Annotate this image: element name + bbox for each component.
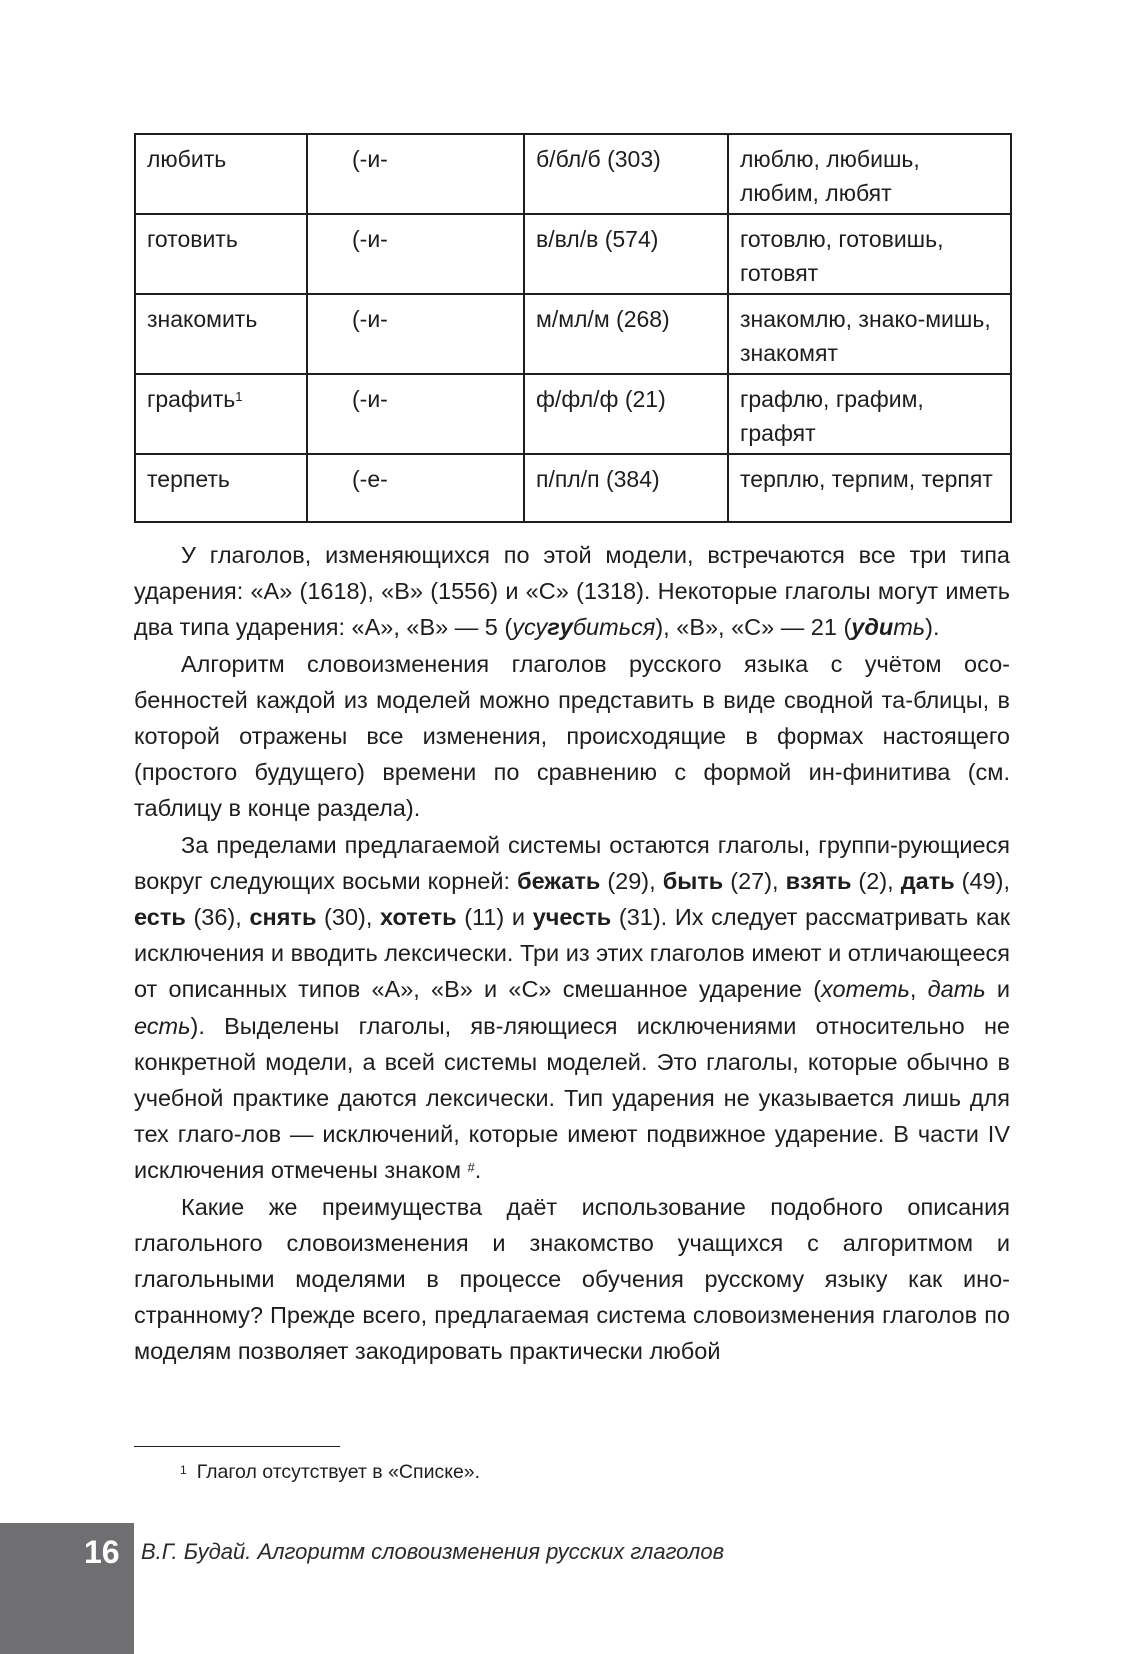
exception-verb: учесть: [532, 904, 612, 931]
paragraph-exceptions: За пределами предлагаемой системы остаются глаголы, группи-рующиеся вокруг следующих восьми корней: бежать (29), быть (27), взять (2), дать (49), есть (36), снять (30), хотеть (11) и учесть (31). Их следует рассматривать как исключения и вводить лексически. Три из этих глаголов имеют и отличающееся от описанных типов «А», «В» и «С» смешанное ударение (хотеть, дать и есть). Выделены глаголы, яв-ляющиеся исключениями относительно не конкретной модели, а всей системы моделей. Это глаголы, которые обычно в учебной практике даются лексически. Тип ударения не указывается лишь для тех глаго-лов — исключений, которые имеют подвижное ударение. В части IV исключения отмечены знаком #.: [134, 831, 1010, 1184]
footnote-ref: 1: [235, 389, 243, 404]
paragraph-algorithm: Алгоритм словоизменения глаголов русского языка с учётом осо-бенностей каждой из моделей можно представить в виде сводной та-блицы, в которой отражены все изменения, происходящие в формах настоящего (простого будущего) времени по сравнению с формой ин-финитива (см. таблицу в конце раздела).: [134, 650, 1010, 822]
forms-cell: знакомлю, знако-мишь, знакомят: [728, 294, 1011, 374]
table-row: [135, 134, 1011, 214]
exception-verb: дать: [900, 867, 955, 894]
verb-cell: терпеть: [135, 454, 307, 522]
forms-cell: графлю, графим, графят: [728, 374, 1011, 454]
suffix-cell: (-и-: [307, 374, 524, 454]
verb-cell: любить: [135, 134, 307, 214]
forms-cell: терплю, терпим, терпят: [728, 454, 1011, 522]
exception-verb: бежать: [517, 867, 601, 894]
forms-cell: готовлю, готовишь, готовят: [728, 214, 1011, 294]
alternation-cell: п/пл/п (384): [524, 454, 728, 522]
suffix-cell: (-и-: [307, 214, 524, 294]
suffix-cell: (-и-: [307, 134, 524, 214]
exception-verb: снять: [249, 904, 317, 931]
forms-cell: люблю, любишь, любим, любят: [728, 134, 1011, 214]
verb-cell: знакомить: [135, 294, 307, 374]
footnote-divider: [134, 1446, 340, 1447]
verb-cell: графить$^1$: [135, 374, 307, 454]
running-footer-title: В.Г. Будай. Алгоритм словоизменения русских глаголов: [141, 1539, 725, 1564]
verb-cell: готовить: [135, 214, 307, 294]
body-text: [134, 537, 1010, 1370]
footnote-marker: 1: [180, 1463, 187, 1477]
table-row: [135, 294, 1011, 374]
alternation-cell: б/бл/б (303): [524, 134, 728, 214]
table-row: [135, 454, 1011, 522]
verb-table-body: [135, 134, 1011, 522]
table-row: [135, 214, 1011, 294]
suffix-cell: (-е-: [307, 454, 524, 522]
alternation-cell: в/вл/в (574): [524, 214, 728, 294]
alternation-cell: ф/фл/ф (21): [524, 374, 728, 454]
exception-verb: взять: [785, 867, 852, 894]
exception-verb: хотеть: [380, 904, 457, 931]
suffix-cell: (-и-: [307, 294, 524, 374]
paragraph-stress-types: У глаголов, изменяющихся по этой модели, встречаются все три типа ударения: «А» (1618), «В» (1556) и «С» (1318). Некоторые глаголы могут иметь два типа ударения: «А», «В» — 5 (усугубиться), «В», «С» — 21 (удить).: [134, 542, 1010, 641]
exception-verb: быть: [662, 867, 724, 894]
verb-model-table: [134, 133, 1012, 523]
paragraph-advantages: Какие же преимущества даёт использование подобного описания глагольного словоизменения и знакомство учащихся с алгоритмом и глагольными моделями в процессе обучения русскому языку как ино-странному? Прежде всего, предлагаемая система словоизменения глаголов по моделям позволяет закодировать практически любой: [134, 1193, 1010, 1365]
page-number: 16: [84, 1534, 120, 1570]
table-row: [135, 374, 1011, 454]
footnote: [180, 1458, 480, 1486]
alternation-cell: м/мл/м (268): [524, 294, 728, 374]
exception-verb: есть: [134, 904, 186, 931]
footnote-text: Глагол отсутствует в «Списке».: [196, 1461, 481, 1483]
